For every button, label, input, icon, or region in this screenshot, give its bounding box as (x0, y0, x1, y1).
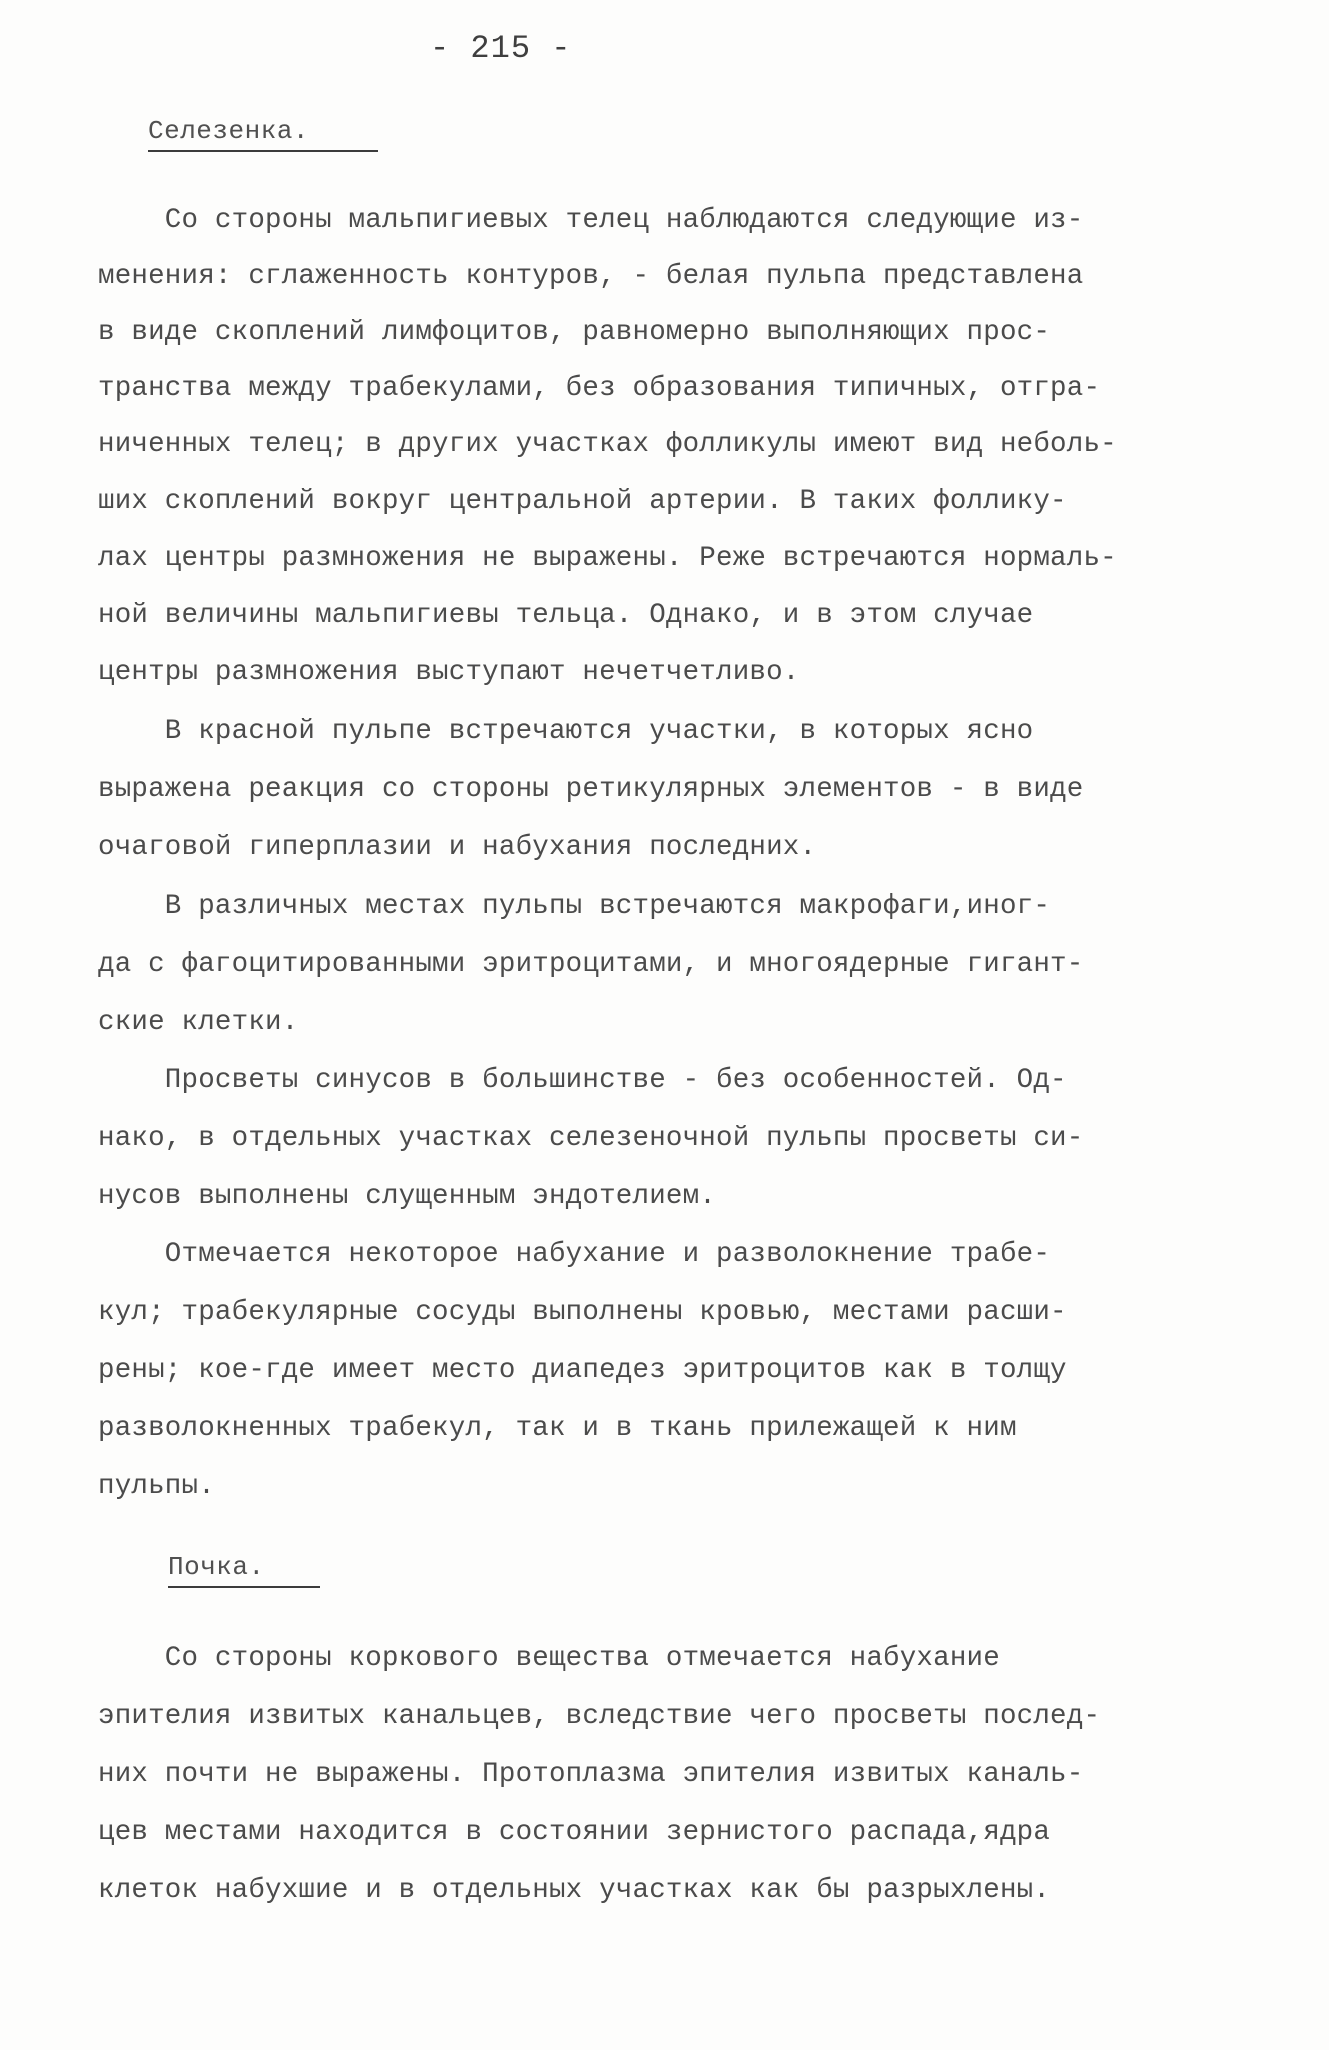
text-line: клеток набухшие и в отдельных участках как бы разрыхлены. (98, 1875, 1051, 1906)
text-line: да с фагоцитированными эритроцитами, и многоядерные гигант- (98, 949, 1084, 980)
text-line: очаговой гиперплазии и набухания последних. (98, 832, 817, 863)
text-line: лах центры размножения не выражены. Реже встречаются нормаль- (98, 543, 1117, 574)
text-line: В различных местах пульпы встречаются макрофаги,иног- (98, 891, 1051, 922)
text-line: ские клетки. (98, 1007, 299, 1038)
text-line: них почти не выражены. Протоплазма эпителия извитых каналь- (98, 1759, 1084, 1790)
text-line: выражена реакция со стороны ретикулярных элементов - в виде (98, 774, 1084, 805)
text-line: Со стороны мальпигиевых телец наблюдаются следующие из- (98, 205, 1084, 236)
text-line: ниченных телец; в других участках фолликулы имеют вид неболь- (98, 429, 1117, 460)
text-line: транства между трабекулами, без образования типичных, отгра- (98, 373, 1101, 404)
text-line: в виде скоплений лимфоцитов, равномерно выполняющих прос- (98, 317, 1051, 348)
text-line: Со стороны коркового вещества отмечается набухание (98, 1643, 1000, 1674)
text-line: кул; трабекулярные сосуды выполнены кровью, местами расши- (98, 1297, 1067, 1328)
section-heading-underline (148, 150, 378, 152)
text-line: рены; кое-где имеет место диапедез эритроцитов как в толщу (98, 1355, 1067, 1386)
text-line: разволокненных трабекул, так и в ткань прилежащей к ним (98, 1413, 1017, 1444)
text-line: ной величины мальпигиевы тельца. Однако, и в этом случае (98, 600, 1034, 631)
section-heading-spleen: Селезенка. (148, 116, 310, 146)
section-heading-underline (168, 1586, 320, 1588)
text-line: менения: сглаженность контуров, - белая пульпа представлена (98, 261, 1084, 292)
text-line: эпителия извитых канальцев, вследствие чего просветы послед- (98, 1701, 1101, 1732)
text-line: В красной пульпе встречаются участки, в которых ясно (98, 716, 1034, 747)
text-line: пульпы. (98, 1471, 215, 1502)
text-line: нако, в отдельных участках селезеночной пульпы просветы си- (98, 1123, 1084, 1154)
text-line: цев местами находится в состоянии зернистого распада,ядра (98, 1817, 1051, 1848)
text-line: Просветы синусов в большинстве - без особенностей. Од- (98, 1065, 1067, 1096)
page-number: - 215 - (430, 30, 572, 67)
text-line: Отмечается некоторое набухание и разволокнение трабе- (98, 1239, 1051, 1270)
text-line: нусов выполнены слущенным эндотелием. (98, 1181, 716, 1212)
section-heading-kidney: Почка. (168, 1552, 265, 1582)
text-line: центры размножения выступают нечетчетливо. (98, 657, 800, 688)
text-line: ших скоплений вокруг центральной артерии. В таких фоллику- (98, 486, 1067, 517)
